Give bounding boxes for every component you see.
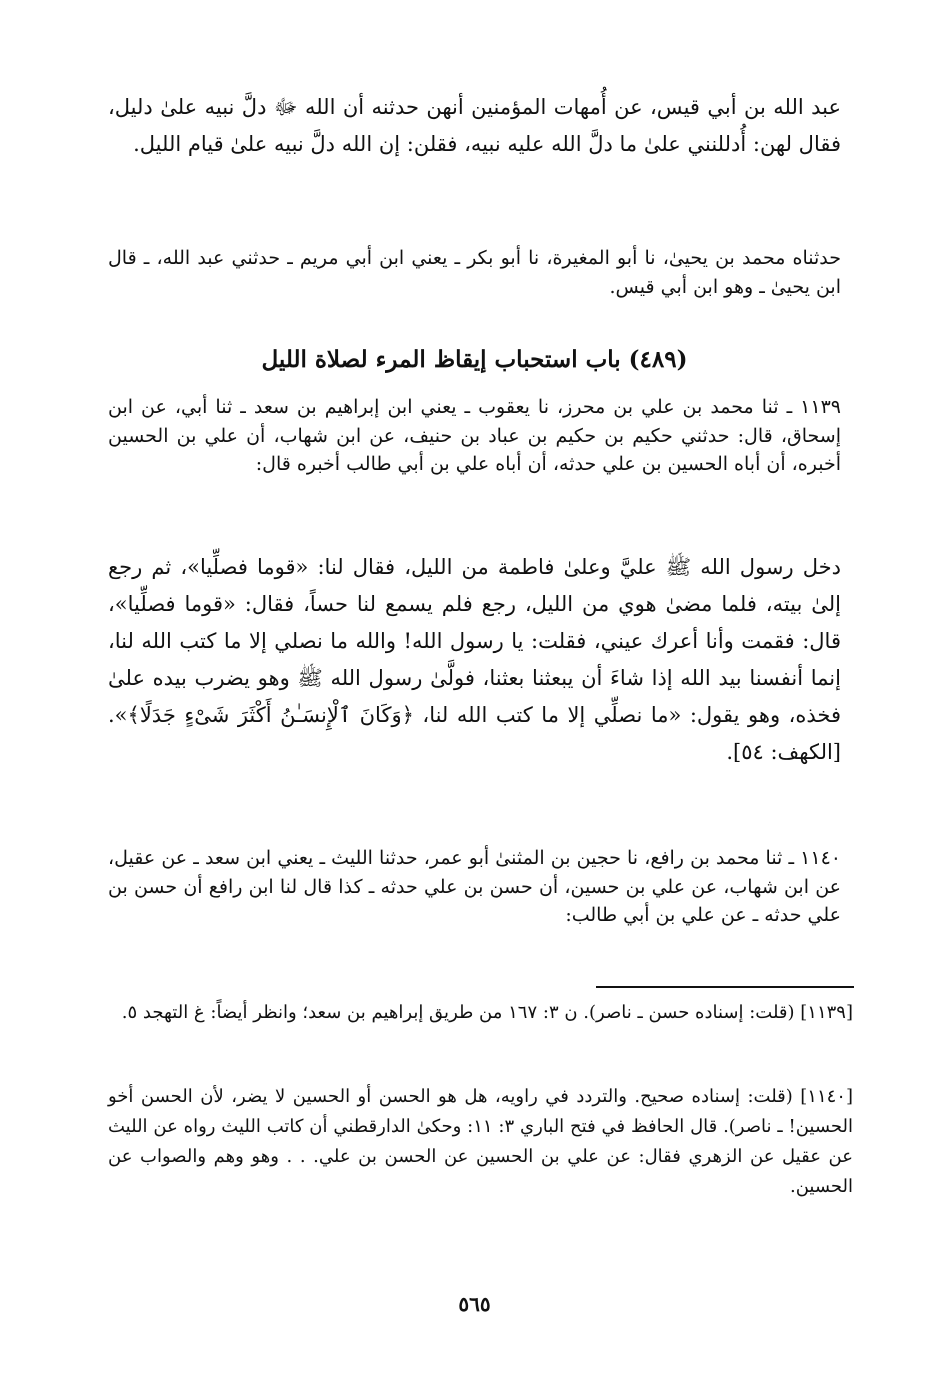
- footnote-separator: [596, 986, 854, 988]
- footnote-1139: [108, 998, 853, 1028]
- paragraph-hadith-1140-chain: ١١٤٠ ـ ثنا محمد بن رافع، نا حجين بن المثنىٰ أبو عمر، حدثنا الليث ـ يعني ابن سعد ـ عن عقيل، عن ابن شهاب، عن علي بن حسين، أن حسن بن علي حدثه ـ كذا قال لنا ابن رافع أن حسن بن علي حدثه ـ عن علي بن أبي طالب:: [108, 847, 841, 926]
- paragraph-hadith-1139-text: دخل رسول الله ﷺ عليَّ وعلىٰ فاطمة من الليل، فقال لنا: «قوما فصلِّيا»، ثم رجع إلىٰ بيته، فلما مضىٰ هوي من الليل، رجع فلم يسمع لنا حساً، فقال: «قوما فصلِّيا»، قال: فقمت وأنا أعرك عيني، فقلت: يا رسول الله! والله ما نصلي إلا ما كتب الله لنا، إنما أنفسنا بيد الله إذا شاءَ أن يبعثنا بعثنا، فولَّىٰ رسول الله ﷺ وهو يضرب بيده علىٰ فخذه، وهو يقول: «ما نصلِّي إلا ما كتب الله لنا، ﴿وَكَانَ ٱلْإِنسَـٰنُ أَكْثَرَ شَىْءٍ جَدَلًا﴾». [الكهف: ٥٤].: [108, 555, 841, 764]
- footnote-1140: [108, 1082, 853, 1202]
- paragraph-alternate-chain: حدثناه محمد بن يحيىٰ، نا أبو المغيرة، نا أبو بكر ـ يعني ابن أبي مريم ـ حدثني عبد الله، ـ قال ابن يحيىٰ ـ وهو ابن أبي قيس.: [108, 247, 841, 298]
- paragraph-hadith-1139-chain: ١١٣٩ ـ ثنا محمد بن علي بن محرز، نا يعقوب ـ يعني ابن إبراهيم بن سعد ـ ثنا أبي، عن ابن إسحاق، قال: حدثني حكيم بن حكيم بن عباد بن حنيف، عن ابن شهاب، أن علي بن الحسين أخبره، أن أباه الحسين بن علي حدثه، أن أباه علي بن أبي طالب أخبره قال:: [108, 396, 841, 475]
- paragraph-narration-end: عبد الله بن أبي قيس، عن أُمهات المؤمنين أنهن حدثنه أن الله ﷻ دلَّ نبيه علىٰ دليل، فقال لهن: أُدللنني علىٰ ما دلَّ الله عليه نبيه، فقلن: إن الله دلَّ نبيه علىٰ قيام الليل.: [108, 95, 841, 156]
- footnote-1140-text: [١١٤٠] (قلت: إسناده صحيح. والتردد في راويه، هل هو الحسن أو الحسين لا يضر، لأن الحسن أخو الحسين! ـ ناصر). قال الحافظ في فتح الباري ٣: ١١: وحكىٰ الدارقطني أن كاتب الليث رواه عن الليث عن عقيل عن الزهري فقال: عن علي بن الحسين عن الحسن بن علي. . . وهو وهم والصواب عن الحسين.: [108, 1086, 853, 1197]
- footnote-1139-text: [١١٣٩] (قلت: إسناده حسن ـ ناصر). ن ٣: ١٦٧ من طريق إبراهيم بن سعد؛ وانظر أيضاً: غ التهجد ٥.: [121, 1002, 853, 1023]
- page-number: ٥٦٥: [458, 1292, 491, 1316]
- chapter-heading: (٤٨٩) باب استحباب إيقاظ المرء لصلاة الليل: [261, 346, 688, 373]
